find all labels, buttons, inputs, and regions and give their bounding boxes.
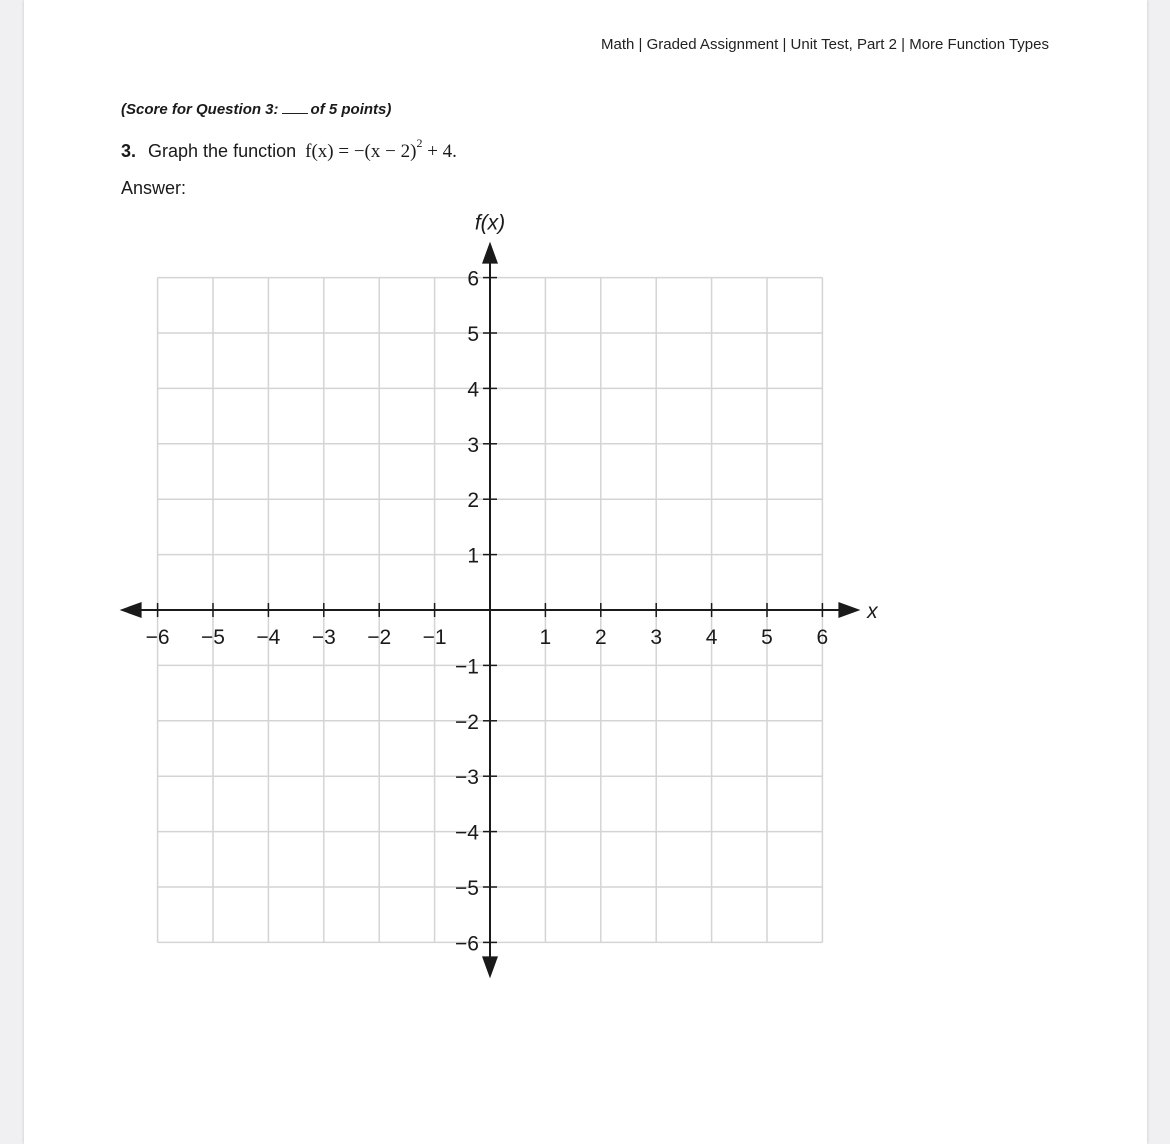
x-tick-label: −6 (145, 626, 170, 649)
x-tick-label: 1 (539, 626, 552, 649)
y-tick-label: −5 (455, 877, 479, 900)
formula-main: f(x) = −(x − 2) (305, 141, 417, 162)
x-tick-label: −3 (311, 626, 336, 649)
y-tick-label: 1 (467, 544, 479, 568)
y-tick-label: 4 (467, 378, 479, 402)
x-tick-label: 3 (650, 626, 663, 649)
answer-label: Answer: (121, 178, 187, 198)
x-tick-label: 2 (594, 626, 607, 649)
x-axis-label: x (867, 600, 878, 623)
score-suffix: of 5 points) (310, 101, 392, 118)
y-tick-label: −4 (455, 821, 479, 845)
y-tick-label: 2 (467, 489, 479, 513)
question-number: 3. (121, 141, 137, 161)
x-tick-label: 6 (816, 626, 829, 649)
score-prefix: (Score for Question 3: (121, 101, 279, 118)
y-axis-label: f(x) (474, 211, 506, 235)
y-tick-label: −6 (455, 932, 479, 956)
formula-tail: + 4. (422, 141, 457, 162)
x-tick-label: 5 (761, 626, 773, 649)
y-axis-up-arrow (482, 242, 498, 264)
y-tick-label: 6 (467, 267, 479, 291)
y-tick-label: −2 (455, 710, 479, 734)
x-tick-label: 4 (705, 626, 718, 649)
breadcrumb: Math | Graded Assignment | Unit Test, Part 2 | More Function Types (600, 36, 1049, 53)
y-tick-label: −1 (455, 655, 479, 679)
y-tick-label: −3 (455, 766, 479, 790)
x-axis-left-arrow (120, 602, 142, 618)
y-tick-label: 3 (467, 433, 479, 457)
x-tick-label: −4 (256, 626, 281, 649)
x-tick-label: −5 (201, 626, 225, 649)
x-axis-right-arrow (838, 602, 860, 618)
y-tick-label: 5 (467, 323, 479, 346)
x-tick-label: −1 (422, 626, 447, 649)
formula-exponent: 2 (416, 136, 423, 150)
y-axis-down-arrow (482, 956, 498, 978)
question-prompt: Graph the function (148, 141, 297, 161)
x-tick-label: −2 (367, 626, 392, 649)
